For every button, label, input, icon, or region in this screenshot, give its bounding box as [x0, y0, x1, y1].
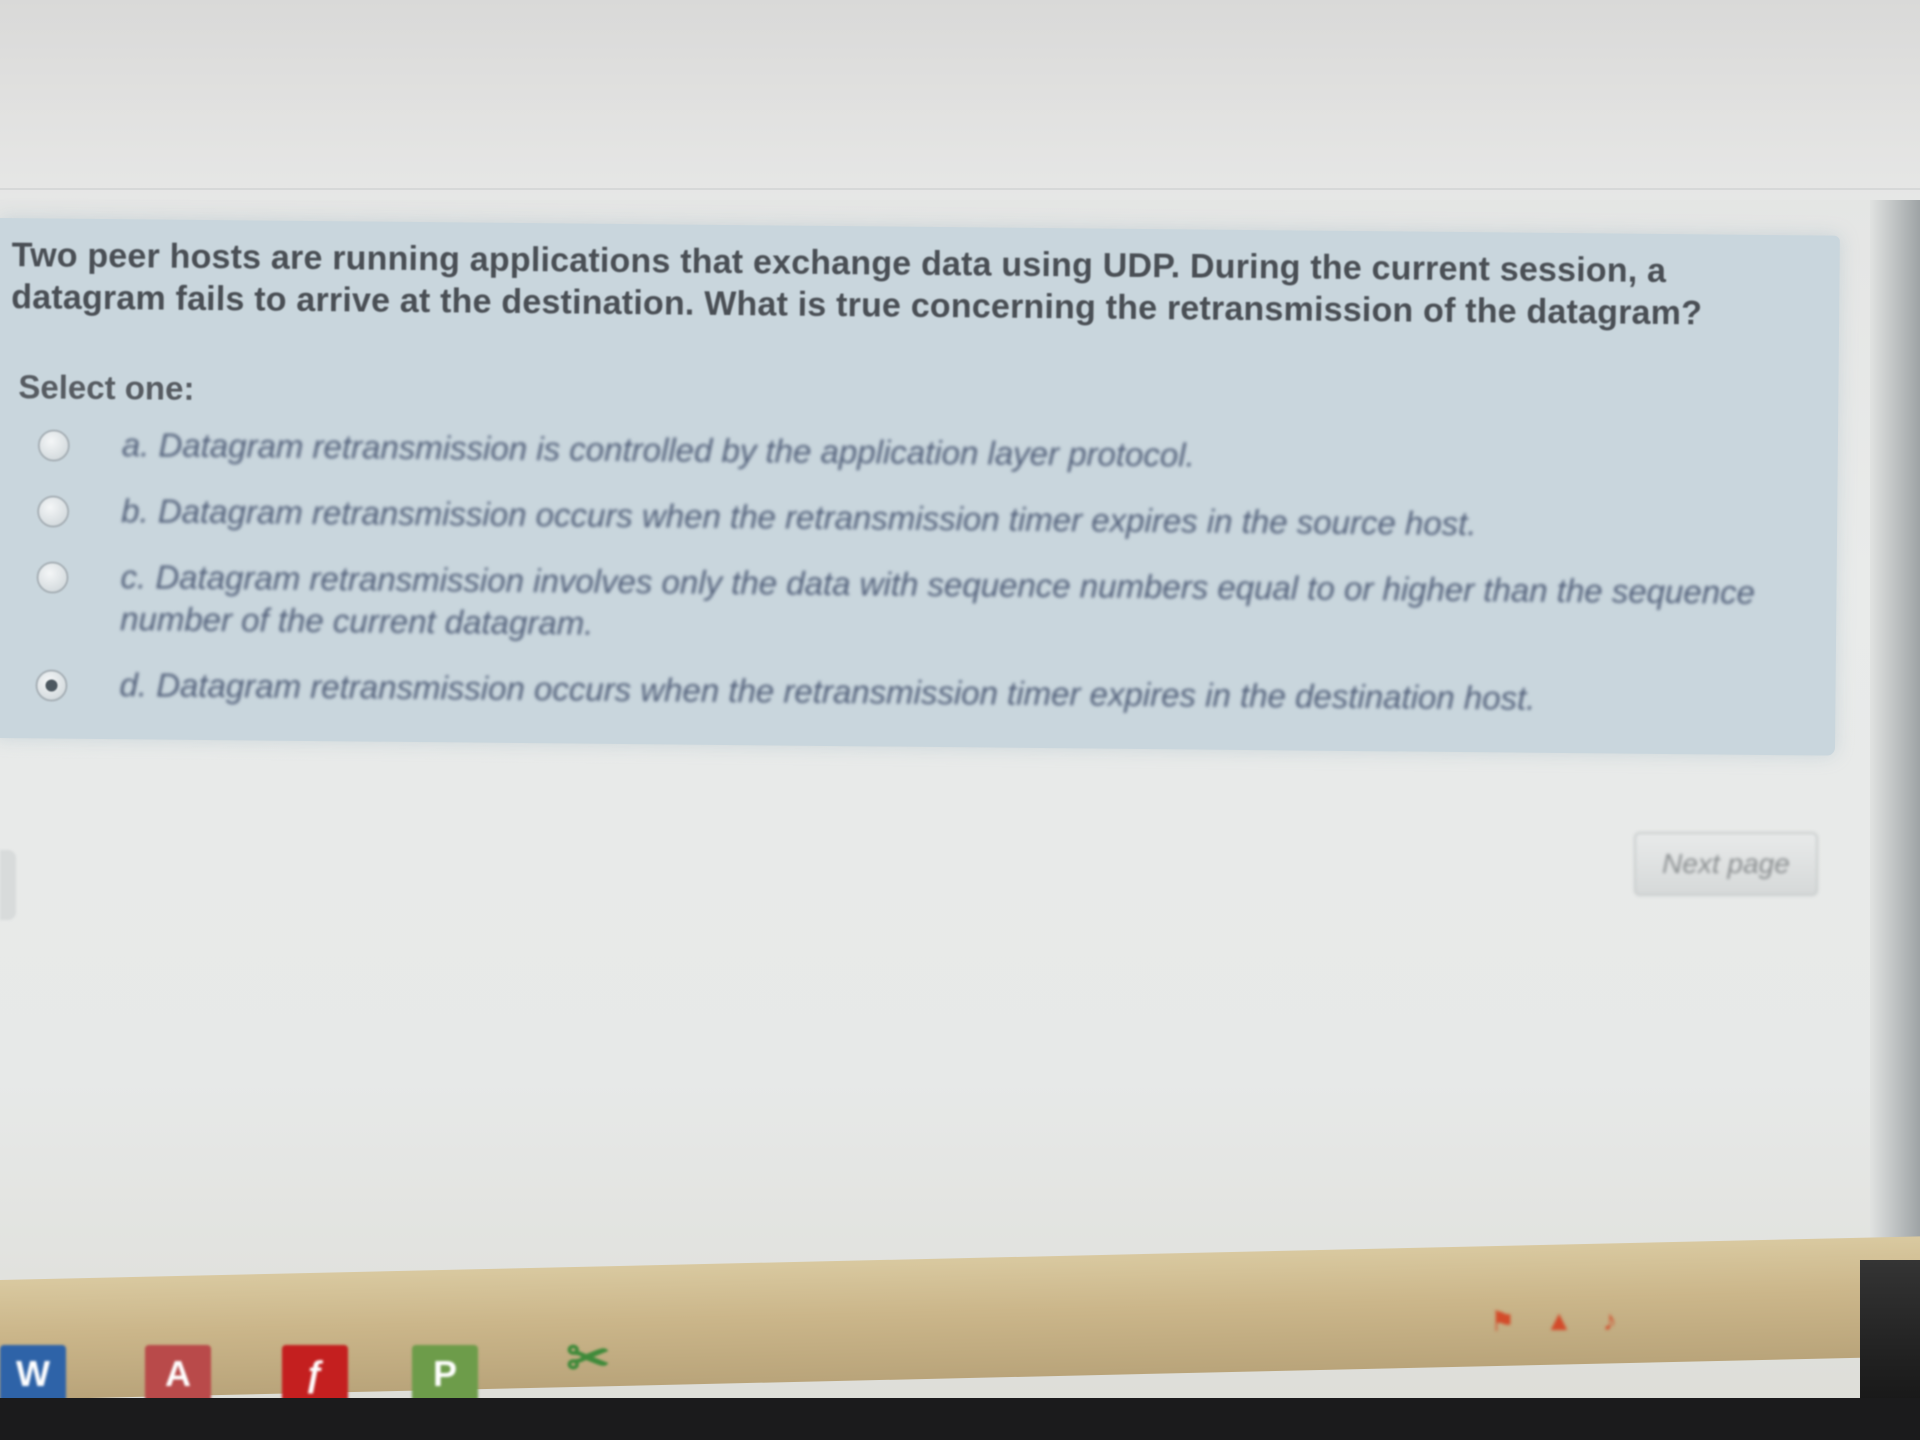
answer-option-b[interactable] [37, 489, 1757, 548]
next-page-button[interactable]: Next page [1634, 832, 1818, 896]
volume-icon[interactable]: ♪ [1602, 1305, 1617, 1336]
answer-label-a[interactable]: a. Datagram retransmission is controlled by the application layer protocol. [121, 426, 1195, 474]
answer-option-d[interactable] [35, 663, 1755, 722]
system-tray [1490, 1305, 1617, 1338]
header-divider [0, 188, 1920, 190]
acrobat-icon[interactable]: ƒ [282, 1345, 348, 1403]
answer-option-a[interactable] [38, 423, 1758, 482]
answer-label-d[interactable]: d. Datagram retransmission occurs when the retransmission timer expires in the destination host. [119, 666, 1536, 717]
question-panel [0, 218, 1840, 756]
radio-button-b[interactable] [37, 495, 69, 527]
page-header-area [0, 0, 1920, 200]
radio-button-d[interactable] [35, 669, 67, 701]
answer-list [35, 423, 1758, 745]
answer-option-c[interactable] [36, 555, 1757, 656]
snipping-tool-icon[interactable]: ✂ [566, 1330, 610, 1388]
flag-icon[interactable]: ⚑ [1490, 1306, 1516, 1337]
access-icon[interactable]: A [145, 1345, 211, 1403]
project-icon[interactable]: P [412, 1345, 478, 1403]
network-icon[interactable]: ▲ [1545, 1305, 1573, 1336]
question-text: Two peer hosts are running applications that exchange data using UDP. During the current session, a datagram fails to arrive at the destination. What is true concerning the retransmission of the datagram? [11, 236, 1703, 333]
answer-label-c[interactable]: c. Datagram retransmission involves only the data with sequence numbers equal to or higher than the sequence number of the current datagram. [119, 558, 1756, 642]
answer-label-b[interactable]: b. Datagram retransmission occurs when the retransmission timer expires in the source host. [121, 492, 1477, 543]
monitor-bezel-bottom [0, 1398, 1920, 1440]
select-one-label: Select one: [18, 368, 195, 407]
radio-button-c[interactable] [36, 561, 68, 593]
word-icon[interactable]: W [0, 1345, 66, 1403]
radio-button-a[interactable] [38, 429, 70, 461]
side-panel-tab[interactable] [0, 850, 16, 920]
window-right-edge [1870, 200, 1920, 1280]
